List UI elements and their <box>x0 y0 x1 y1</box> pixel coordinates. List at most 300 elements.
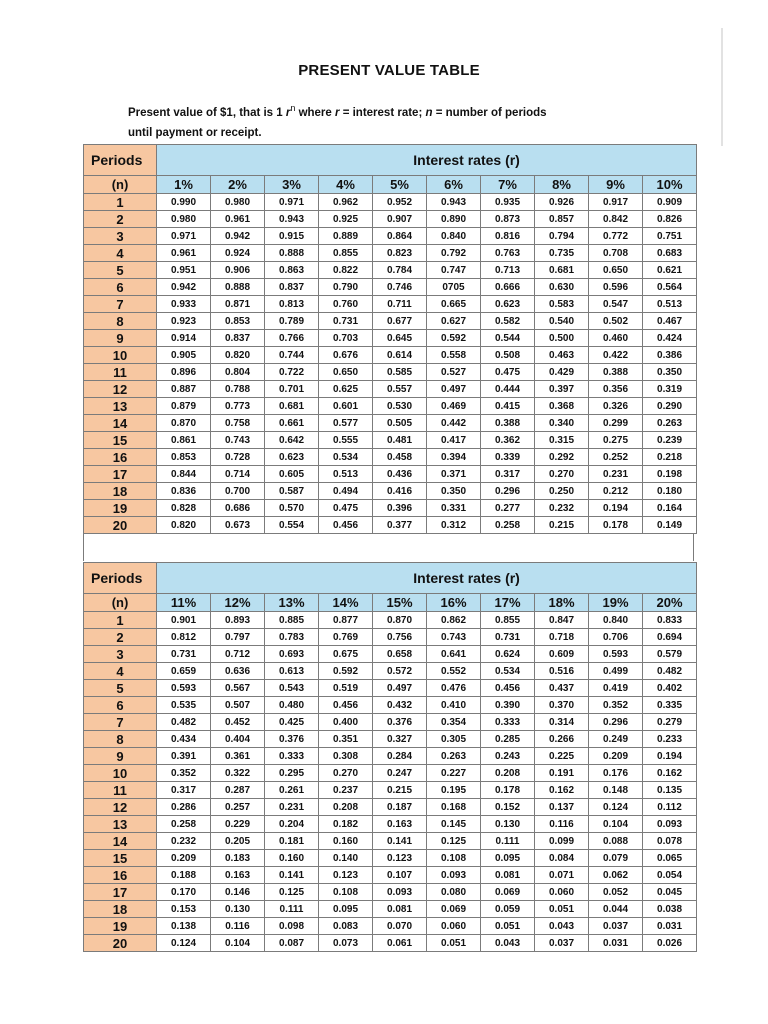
value-cell: 0.290 <box>643 398 697 415</box>
value-cell: 0.444 <box>481 381 535 398</box>
value-cell: 0.794 <box>535 228 589 245</box>
value-cell: 0.352 <box>157 765 211 782</box>
value-cell: 0.833 <box>643 612 697 629</box>
value-cell: 0.544 <box>481 330 535 347</box>
table-row <box>84 884 697 901</box>
period-cell: 6 <box>84 697 157 714</box>
value-cell: 0.386 <box>643 347 697 364</box>
period-cell: 15 <box>84 432 157 449</box>
value-cell: 0.093 <box>427 867 481 884</box>
value-cell: 0.613 <box>265 663 319 680</box>
value-cell: 0.252 <box>589 449 643 466</box>
value-cell: 0.071 <box>535 867 589 884</box>
value-cell: 0.352 <box>589 697 643 714</box>
value-cell: 0.083 <box>319 918 373 935</box>
value-cell: 0.816 <box>481 228 535 245</box>
value-cell: 0.250 <box>535 483 589 500</box>
value-cell: 0.905 <box>157 347 211 364</box>
value-cell: 0.481 <box>373 432 427 449</box>
value-cell: 0.630 <box>535 279 589 296</box>
table-row <box>84 194 697 211</box>
periods-header: Periods <box>84 145 157 176</box>
value-cell: 0.625 <box>319 381 373 398</box>
value-cell: 0.225 <box>535 748 589 765</box>
period-cell: 14 <box>84 833 157 850</box>
value-cell: 0.331 <box>427 500 481 517</box>
value-cell: 0.404 <box>211 731 265 748</box>
value-cell: 0.442 <box>427 415 481 432</box>
value-cell: 0.530 <box>373 398 427 415</box>
value-cell: 0.951 <box>157 262 211 279</box>
value-cell: 0.747 <box>427 262 481 279</box>
value-cell: 0.887 <box>157 381 211 398</box>
value-cell: 0.308 <box>319 748 373 765</box>
value-cell: 0.605 <box>265 466 319 483</box>
value-cell: 0.095 <box>481 850 535 867</box>
value-cell: 0.044 <box>589 901 643 918</box>
value-cell: 0.146 <box>211 884 265 901</box>
value-cell: 0.893 <box>211 612 265 629</box>
period-cell: 3 <box>84 646 157 663</box>
value-cell: 0.694 <box>643 629 697 646</box>
value-cell: 0.861 <box>157 432 211 449</box>
value-cell: 0.333 <box>265 748 319 765</box>
period-cell: 19 <box>84 500 157 517</box>
value-cell: 0.415 <box>481 398 535 415</box>
value-cell: 0.080 <box>427 884 481 901</box>
value-cell: 0.683 <box>643 245 697 262</box>
value-cell: 0.141 <box>373 833 427 850</box>
value-cell: 0.149 <box>643 517 697 534</box>
table-row <box>84 612 697 629</box>
rate-header: 8% <box>535 176 589 194</box>
value-cell: 0.104 <box>589 816 643 833</box>
value-cell: 0.326 <box>589 398 643 415</box>
value-cell: 0.160 <box>265 850 319 867</box>
value-cell: 0.215 <box>535 517 589 534</box>
value-cell: 0.130 <box>211 901 265 918</box>
value-cell: 0.116 <box>535 816 589 833</box>
period-cell: 8 <box>84 313 157 330</box>
value-cell: 0.194 <box>643 748 697 765</box>
value-cell: 0705 <box>427 279 481 296</box>
value-cell: 0.744 <box>265 347 319 364</box>
value-cell: 0.299 <box>589 415 643 432</box>
value-cell: 0.112 <box>643 799 697 816</box>
table-row <box>84 500 697 517</box>
value-cell: 0.229 <box>211 816 265 833</box>
value-cell: 0.961 <box>211 211 265 228</box>
value-cell: 0.227 <box>427 765 481 782</box>
value-cell: 0.535 <box>157 697 211 714</box>
value-cell: 0.731 <box>319 313 373 330</box>
period-cell: 10 <box>84 765 157 782</box>
intro-pre: Present value of $1, that is 1 <box>128 106 286 119</box>
value-cell: 0.703 <box>319 330 373 347</box>
rate-header: 4% <box>319 176 373 194</box>
value-cell: 0.564 <box>643 279 697 296</box>
table-row <box>84 680 697 697</box>
value-cell: 0.362 <box>481 432 535 449</box>
rate-header: 18% <box>535 594 589 612</box>
table-row <box>84 663 697 680</box>
value-cell: 0.377 <box>373 517 427 534</box>
value-cell: 0.208 <box>481 765 535 782</box>
intro-post: = number of periods <box>432 106 547 119</box>
value-cell: 0.394 <box>427 449 481 466</box>
value-cell: 0.187 <box>373 799 427 816</box>
rate-header-row <box>84 594 697 612</box>
value-cell: 0.666 <box>481 279 535 296</box>
value-cell: 0.857 <box>535 211 589 228</box>
period-cell: 5 <box>84 680 157 697</box>
period-cell: 16 <box>84 867 157 884</box>
table-row <box>84 714 697 731</box>
rate-header: 16% <box>427 594 481 612</box>
value-cell: 0.045 <box>643 884 697 901</box>
value-cell: 0.557 <box>373 381 427 398</box>
value-cell: 0.261 <box>265 782 319 799</box>
period-cell: 10 <box>84 347 157 364</box>
value-cell: 0.296 <box>589 714 643 731</box>
value-cell: 0.292 <box>535 449 589 466</box>
value-cell: 0.333 <box>481 714 535 731</box>
value-cell: 0.554 <box>265 517 319 534</box>
value-cell: 0.497 <box>427 381 481 398</box>
value-cell: 0.513 <box>319 466 373 483</box>
value-cell: 0.065 <box>643 850 697 867</box>
value-cell: 0.257 <box>211 799 265 816</box>
value-cell: 0.840 <box>427 228 481 245</box>
period-cell: 9 <box>84 330 157 347</box>
value-cell: 0.700 <box>211 483 265 500</box>
value-cell: 0.104 <box>211 935 265 952</box>
value-cell: 0.317 <box>157 782 211 799</box>
value-cell: 0.388 <box>481 415 535 432</box>
rate-header: 17% <box>481 594 535 612</box>
value-cell: 0.836 <box>157 483 211 500</box>
value-cell: 0.577 <box>319 415 373 432</box>
value-cell: 0.463 <box>535 347 589 364</box>
value-cell: 0.475 <box>481 364 535 381</box>
table-row <box>84 449 697 466</box>
value-cell: 0.592 <box>319 663 373 680</box>
rate-header: 3% <box>265 176 319 194</box>
value-cell: 0.943 <box>265 211 319 228</box>
rate-header: 6% <box>427 176 481 194</box>
value-cell: 0.350 <box>427 483 481 500</box>
value-cell: 0.870 <box>157 415 211 432</box>
value-cell: 0.871 <box>211 296 265 313</box>
value-cell: 0.476 <box>427 680 481 697</box>
value-cell: 0.437 <box>535 680 589 697</box>
value-cell: 0.059 <box>481 901 535 918</box>
period-cell: 19 <box>84 918 157 935</box>
value-cell: 0.711 <box>373 296 427 313</box>
value-cell: 0.961 <box>157 245 211 262</box>
value-cell: 0.527 <box>427 364 481 381</box>
value-cell: 0.340 <box>535 415 589 432</box>
table-row <box>84 867 697 884</box>
value-cell: 0.842 <box>589 211 643 228</box>
value-cell: 0.789 <box>265 313 319 330</box>
value-cell: 0.153 <box>157 901 211 918</box>
value-cell: 0.145 <box>427 816 481 833</box>
value-cell: 0.636 <box>211 663 265 680</box>
value-cell: 0.601 <box>319 398 373 415</box>
value-cell: 0.701 <box>265 381 319 398</box>
value-cell: 0.176 <box>589 765 643 782</box>
value-cell: 0.596 <box>589 279 643 296</box>
period-cell: 4 <box>84 663 157 680</box>
value-cell: 0.933 <box>157 296 211 313</box>
value-cell: 0.052 <box>589 884 643 901</box>
value-cell: 0.162 <box>643 765 697 782</box>
value-cell: 0.315 <box>535 432 589 449</box>
value-cell: 0.061 <box>373 935 427 952</box>
value-cell: 0.873 <box>481 211 535 228</box>
value-cell: 0.350 <box>643 364 697 381</box>
value-cell: 0.084 <box>535 850 589 867</box>
value-cell: 0.855 <box>481 612 535 629</box>
header-row <box>84 145 697 176</box>
value-cell: 0.935 <box>481 194 535 211</box>
table-row <box>84 432 697 449</box>
value-cell: 0.804 <box>211 364 265 381</box>
value-cell: 0.137 <box>535 799 589 816</box>
table-row <box>84 799 697 816</box>
value-cell: 0.178 <box>589 517 643 534</box>
value-cell: 0.890 <box>427 211 481 228</box>
value-cell: 0.784 <box>373 262 427 279</box>
table-row <box>84 313 697 330</box>
value-cell: 0.840 <box>589 612 643 629</box>
period-cell: 5 <box>84 262 157 279</box>
value-cell: 0.508 <box>481 347 535 364</box>
value-cell: 0.980 <box>211 194 265 211</box>
value-cell: 0.837 <box>211 330 265 347</box>
value-cell: 0.232 <box>157 833 211 850</box>
value-cell: 0.279 <box>643 714 697 731</box>
value-cell: 0.317 <box>481 466 535 483</box>
value-cell: 0.558 <box>427 347 481 364</box>
value-cell: 0.060 <box>535 884 589 901</box>
value-cell: 0.877 <box>319 612 373 629</box>
value-cell: 0.642 <box>265 432 319 449</box>
value-cell: 0.592 <box>427 330 481 347</box>
value-cell: 0.135 <box>643 782 697 799</box>
value-cell: 0.043 <box>481 935 535 952</box>
value-cell: 0.163 <box>211 867 265 884</box>
value-cell: 0.971 <box>265 194 319 211</box>
value-cell: 0.728 <box>211 449 265 466</box>
value-cell: 0.124 <box>589 799 643 816</box>
value-cell: 0.627 <box>427 313 481 330</box>
value-cell: 0.925 <box>319 211 373 228</box>
value-cell: 0.760 <box>319 296 373 313</box>
value-cell: 0.621 <box>643 262 697 279</box>
period-cell: 16 <box>84 449 157 466</box>
value-cell: 0.812 <box>157 629 211 646</box>
value-cell: 0.706 <box>589 629 643 646</box>
value-cell: 0.170 <box>157 884 211 901</box>
periods-header: Periods <box>84 563 157 594</box>
value-cell: 0.270 <box>535 466 589 483</box>
value-cell: 0.862 <box>427 612 481 629</box>
value-cell: 0.555 <box>319 432 373 449</box>
page-title: PRESENT VALUE TABLE <box>298 62 480 79</box>
value-cell: 0.665 <box>427 296 481 313</box>
rate-header: 19% <box>589 594 643 612</box>
value-cell: 0.909 <box>643 194 697 211</box>
value-cell: 0.312 <box>427 517 481 534</box>
value-cell: 0.456 <box>319 517 373 534</box>
value-cell: 0.609 <box>535 646 589 663</box>
pv-table-1 <box>83 144 697 534</box>
table-row <box>84 364 697 381</box>
value-cell: 0.676 <box>319 347 373 364</box>
value-cell: 0.043 <box>535 918 589 935</box>
value-cell: 0.416 <box>373 483 427 500</box>
value-cell: 0.494 <box>319 483 373 500</box>
value-cell: 0.215 <box>373 782 427 799</box>
value-cell: 0.675 <box>319 646 373 663</box>
value-cell: 0.863 <box>265 262 319 279</box>
value-cell: 0.888 <box>211 279 265 296</box>
value-cell: 0.099 <box>535 833 589 850</box>
value-cell: 0.923 <box>157 313 211 330</box>
value-cell: 0.914 <box>157 330 211 347</box>
value-cell: 0.231 <box>265 799 319 816</box>
value-cell: 0.828 <box>157 500 211 517</box>
table-row <box>84 748 697 765</box>
value-cell: 0.093 <box>373 884 427 901</box>
value-cell: 0.266 <box>535 731 589 748</box>
value-cell: 0.263 <box>643 415 697 432</box>
value-cell: 0.434 <box>157 731 211 748</box>
value-cell: 0.069 <box>427 901 481 918</box>
rate-header-row <box>84 176 697 194</box>
value-cell: 0.419 <box>589 680 643 697</box>
value-cell: 0.746 <box>373 279 427 296</box>
value-cell: 0.258 <box>157 816 211 833</box>
value-cell: 0.623 <box>265 449 319 466</box>
value-cell: 0.942 <box>211 228 265 245</box>
value-cell: 0.543 <box>265 680 319 697</box>
value-cell: 0.758 <box>211 415 265 432</box>
value-cell: 0.397 <box>535 381 589 398</box>
value-cell: 0.070 <box>373 918 427 935</box>
rate-header: 12% <box>211 594 265 612</box>
value-cell: 0.194 <box>589 500 643 517</box>
value-cell: 0.837 <box>265 279 319 296</box>
value-cell: 0.285 <box>481 731 535 748</box>
value-cell: 0.792 <box>427 245 481 262</box>
value-cell: 0.031 <box>643 918 697 935</box>
value-cell: 0.797 <box>211 629 265 646</box>
value-cell: 0.396 <box>373 500 427 517</box>
table-row <box>84 228 697 245</box>
value-cell: 0.051 <box>427 935 481 952</box>
value-cell: 0.319 <box>643 381 697 398</box>
value-cell: 0.990 <box>157 194 211 211</box>
intro-r1: r <box>285 106 291 119</box>
value-cell: 0.593 <box>157 680 211 697</box>
table-row <box>84 935 697 952</box>
value-cell: 0.108 <box>319 884 373 901</box>
rate-header: 15% <box>373 594 427 612</box>
value-cell: 0.037 <box>589 918 643 935</box>
value-cell: 0.731 <box>157 646 211 663</box>
value-cell: 0.116 <box>211 918 265 935</box>
value-cell: 0.107 <box>373 867 427 884</box>
period-cell: 1 <box>84 194 157 211</box>
value-cell: 0.436 <box>373 466 427 483</box>
rate-header: 11% <box>157 594 211 612</box>
value-cell: 0.499 <box>589 663 643 680</box>
scroll-edge-line <box>721 28 723 146</box>
value-cell: 0.823 <box>373 245 427 262</box>
value-cell: 0.370 <box>535 697 589 714</box>
value-cell: 0.943 <box>427 194 481 211</box>
value-cell: 0.195 <box>427 782 481 799</box>
value-cell: 0.108 <box>427 850 481 867</box>
value-cell: 0.051 <box>481 918 535 935</box>
value-cell: 0.712 <box>211 646 265 663</box>
value-cell: 0.162 <box>535 782 589 799</box>
value-cell: 0.081 <box>481 867 535 884</box>
value-cell: 0.287 <box>211 782 265 799</box>
value-cell: 0.583 <box>535 296 589 313</box>
value-cell: 0.356 <box>589 381 643 398</box>
intro-mid1: where <box>295 106 336 119</box>
value-cell: 0.286 <box>157 799 211 816</box>
value-cell: 0.896 <box>157 364 211 381</box>
value-cell: 0.714 <box>211 466 265 483</box>
value-cell: 0.314 <box>535 714 589 731</box>
value-cell: 0.681 <box>535 262 589 279</box>
value-cell: 0.322 <box>211 765 265 782</box>
value-cell: 0.572 <box>373 663 427 680</box>
n-header: (n) <box>84 176 157 194</box>
value-cell: 0.270 <box>319 765 373 782</box>
value-cell: 0.469 <box>427 398 481 415</box>
value-cell: 0.641 <box>427 646 481 663</box>
value-cell: 0.855 <box>319 245 373 262</box>
value-cell: 0.212 <box>589 483 643 500</box>
period-cell: 14 <box>84 415 157 432</box>
value-cell: 0.160 <box>319 833 373 850</box>
rate-header: 9% <box>589 176 643 194</box>
interest-rates-header: Interest rates (r) <box>157 563 697 594</box>
period-cell: 2 <box>84 629 157 646</box>
value-cell: 0.069 <box>481 884 535 901</box>
value-cell: 0.095 <box>319 901 373 918</box>
table-row <box>84 262 697 279</box>
period-cell: 9 <box>84 748 157 765</box>
value-cell: 0.284 <box>373 748 427 765</box>
value-cell: 0.677 <box>373 313 427 330</box>
value-cell: 0.361 <box>211 748 265 765</box>
value-cell: 0.388 <box>589 364 643 381</box>
value-cell: 0.645 <box>373 330 427 347</box>
period-cell: 11 <box>84 364 157 381</box>
value-cell: 0.456 <box>481 680 535 697</box>
value-cell: 0.722 <box>265 364 319 381</box>
table-row <box>84 466 697 483</box>
period-cell: 12 <box>84 381 157 398</box>
table-row <box>84 483 697 500</box>
